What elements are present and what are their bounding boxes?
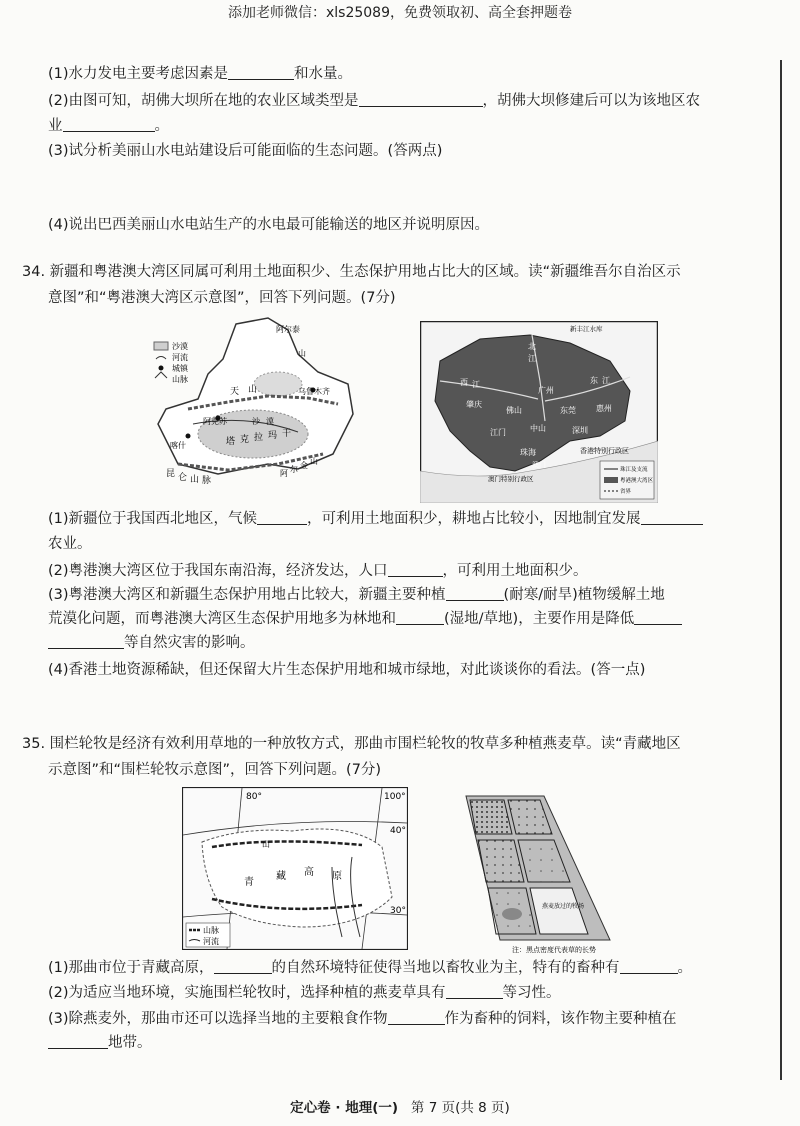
longitude-label: 100° [384, 792, 406, 802]
map-label: 香港特别行政区 [580, 447, 629, 455]
map-label: 澳门特别行政区 [488, 475, 534, 483]
q35-part3: (3)除燕麦外，那曲市还可以选择当地的主要粮食作物 作为畜种的饲料，该作物主要种植在 [48, 1011, 677, 1027]
map-label: 昆 [166, 469, 176, 479]
map-label: 澳门 [532, 461, 546, 469]
map-label: 深圳 [572, 426, 588, 435]
map-label: 江 [472, 380, 480, 389]
right-margin-rule [780, 60, 782, 1080]
map-label: 山 [262, 840, 270, 849]
map-label: 新丰江水库 [570, 325, 603, 333]
map-label: 阿 [280, 469, 288, 478]
map-label: 广州 [538, 386, 554, 395]
map-label: 山 [298, 349, 306, 358]
legend-province-border: 省界 [620, 489, 632, 495]
legend-desert: 沙漠 [172, 342, 188, 351]
legend-river: 珠江及支流 [620, 467, 648, 473]
q34-part1: (1)新疆位于我国西北地区，气候 ，可利用土地面积少，耕地占比较小，因地制宜发展 [48, 509, 703, 529]
map-label: 脉 [202, 476, 212, 486]
map-label: 山 [190, 475, 200, 485]
q34-intro: 34. 新疆和粤港澳大湾区同属可利用土地面积少、生态保护用地占比大的区域。读“新疆维吾尔自治区示 [22, 264, 681, 280]
grazed-paddock-sign: 燕麦放过的牧场 [542, 903, 585, 910]
map-label: 惠州 [596, 404, 612, 413]
map-label: 中山 [530, 424, 546, 433]
map-label: 江 [528, 354, 536, 363]
q33-part1: (1)水力发电主要考虑因素是 和水量。 [48, 66, 353, 82]
map-label: 干 [282, 429, 292, 439]
q34-intro-cont: 意图”和“粤港澳大湾区示意图”，回答下列问题。(7分) [48, 290, 396, 306]
map-label: 金 [300, 461, 308, 470]
q34-part1-cont: 农业。 [48, 536, 92, 552]
q33-part2-cont: 业 。 [48, 118, 169, 134]
latitude-label: 30° [390, 906, 406, 916]
greater-bay-area-map [420, 321, 658, 503]
q34-part3-cont: 荒漠化问题，而粤港澳大湾区生态保护用地多为林地和 (湿地/草地)，主要作用是降低 [48, 609, 682, 629]
map-label: 东莞 [560, 406, 576, 415]
q35-part3-cont: 地带。 [48, 1033, 152, 1053]
map-label: 玛 [268, 431, 278, 441]
map-label: 珠海 [520, 448, 536, 457]
q34-part2: (2)粤港澳大湾区位于我国东南沿海，经济发达，人口 ，可利用土地面积少。 [48, 563, 588, 579]
map-label: 江 [602, 376, 610, 385]
map-label: 天 [230, 387, 240, 397]
q35-intro-cont: 示意图”和“围栏轮牧示意图”，回答下列问题。(7分) [48, 762, 382, 778]
map-label: 肇庆 [466, 400, 482, 409]
q33-part3: (3)试分析美丽山水电站建设后可能面临的生态问题。(答两点) [48, 143, 443, 159]
q34-part3: (3)粤港澳大湾区和新疆生态保护用地占比较大，新疆主要种植 (耐寒/耐旱)植物缓解土地 [48, 587, 665, 603]
qinghai-tibet-map [182, 787, 408, 950]
legend-bay-area: 粤港澳大湾区 [620, 478, 654, 484]
map-label: 西 [460, 378, 468, 387]
page-footer: 定心卷 · 地理(一) 第 7 页(共 8 页) [290, 1100, 510, 1116]
map-label: 青 [244, 877, 254, 888]
legend-river: 河流 [203, 937, 219, 946]
latitude-label: 40° [390, 826, 406, 836]
legend-mountain: 山脉 [172, 375, 188, 384]
xinjiang-map [148, 314, 360, 496]
q33-part4: (4)说出巴西美丽山水电站生产的水电最可能输送的地区并说明原因。 [48, 217, 490, 233]
map-label: 漠 [266, 417, 274, 426]
map-label: 山 [248, 385, 258, 395]
map-label: 克 [240, 435, 250, 445]
q35-part1: (1)那曲市位于青藏高原， 的自然环境特征使得当地以畜牧业为主，特有的畜种有 。 [48, 960, 693, 976]
map-label: 仑 [178, 473, 188, 483]
legend-town: 城镇 [172, 364, 188, 373]
yak-group [502, 908, 522, 920]
map-label: 阿尔泰 [276, 325, 300, 334]
map-label: 藏 [276, 871, 286, 882]
q35-part2: (2)为适应当地环境，实施围栏轮牧时，选择种植的燕麦草具有 等习性。 [48, 985, 561, 1001]
fence-grazing-diagram [460, 790, 620, 958]
legend-mountain: 山脉 [203, 926, 219, 935]
map-label: 江门 [490, 428, 506, 437]
q33-part2: (2)由图可知，胡佛大坝所在地的农业区域类型是 ，胡佛大坝修建后可以为该地区农 [48, 93, 701, 109]
diagram-note: 注：黑点密度代表草的长势 [512, 946, 596, 954]
paddock [470, 800, 512, 834]
map-label: 佛山 [506, 406, 522, 415]
q34-part4: (4)香港土地资源稀缺，但还保留大片生态保护用地和城市绿地，对此谈谈你的看法。(答一点) [48, 662, 646, 678]
map-label: 东 [590, 376, 598, 385]
map-label: 原 [332, 871, 342, 882]
map-label: 高 [304, 867, 314, 878]
map-label: 北 [528, 342, 536, 351]
longitude-label: 80° [246, 792, 262, 802]
map-label: 山 [310, 457, 318, 466]
legend-river: 河流 [172, 353, 188, 362]
map-label: 尔 [290, 465, 298, 474]
q34-part3-cont2: 等自然灾害的影响。 [48, 633, 255, 653]
map-label: 阿克苏 [203, 417, 227, 426]
map-label: 喀什 [170, 441, 186, 450]
map-label: 拉 [254, 433, 264, 443]
junggar-desert [254, 372, 302, 396]
map-label: 沙 [252, 417, 260, 426]
q35-intro: 35. 围栏轮牧是经济有效利用草地的一种放牧方式，那曲市围栏轮牧的牧草多种植燕麦草。读“青藏地区 [22, 736, 681, 752]
map-label: 乌鲁木齐 [298, 387, 330, 396]
map-label: 塔 [226, 437, 236, 447]
town-marker [186, 434, 191, 439]
page-header: 添加老师微信：xls25089，免费领取初、高全套押题卷 [227, 5, 572, 21]
